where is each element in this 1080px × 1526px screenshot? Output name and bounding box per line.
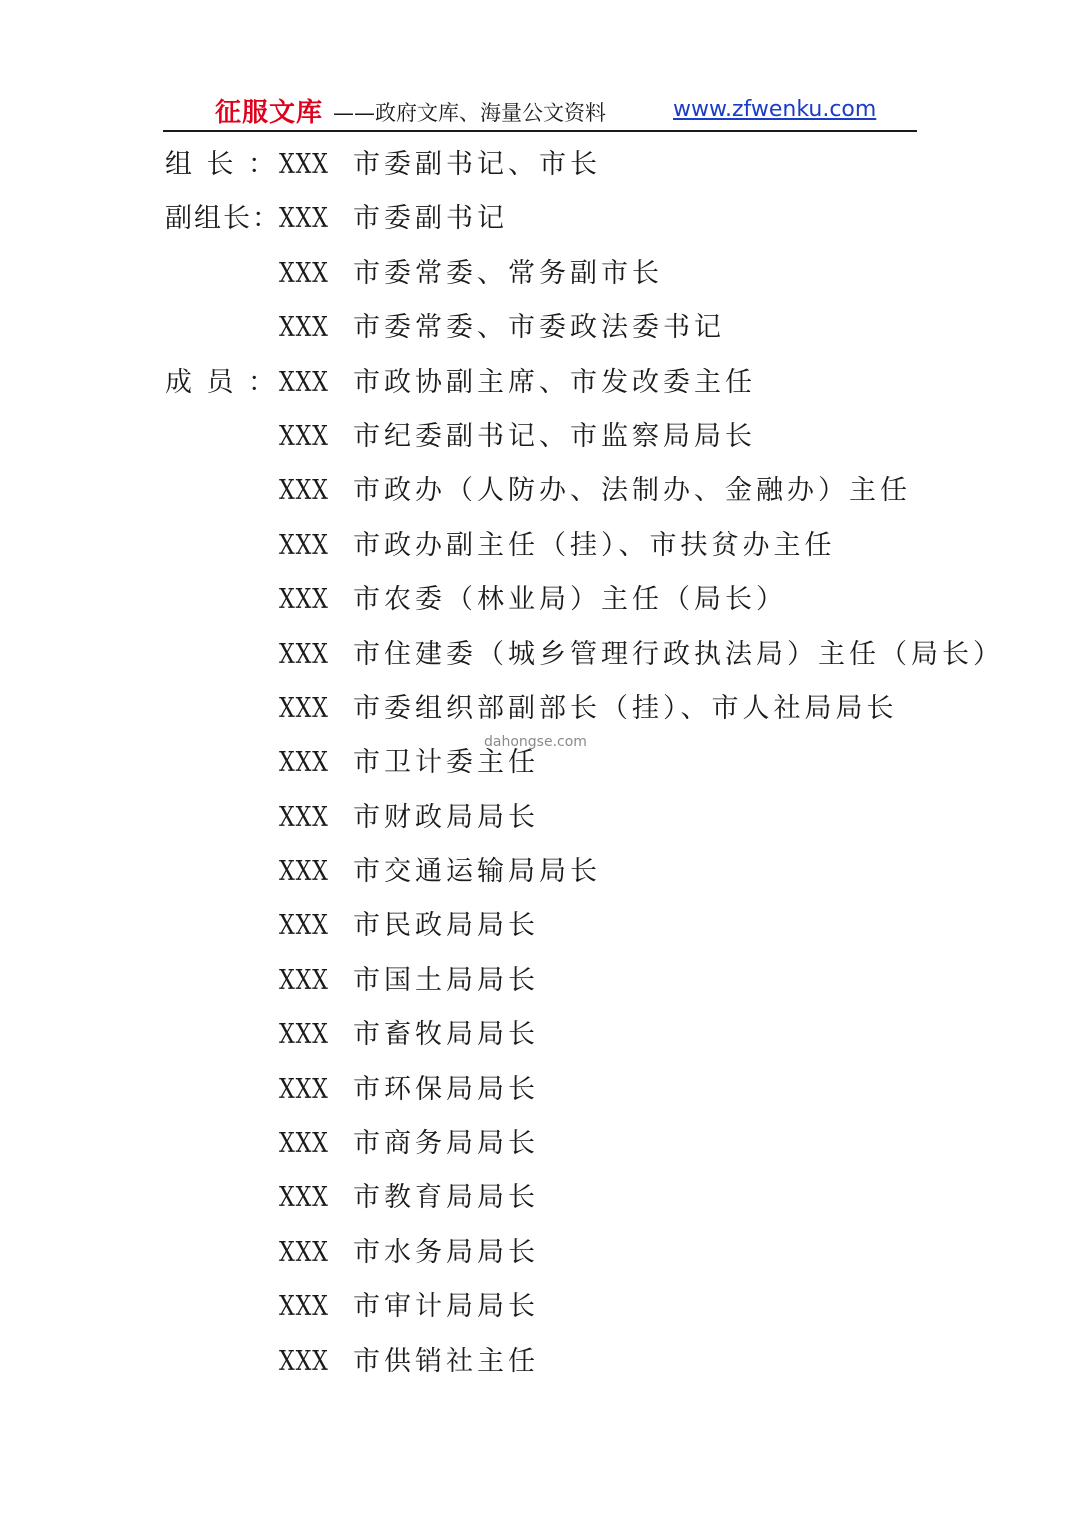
member-name: XXX [279,420,329,452]
member-name: XXX [279,1182,329,1214]
roster-row [165,1063,905,1117]
roster-row [165,628,1004,682]
roster-row [165,1280,905,1334]
header-tagline: ——政府文库、海量公文资料 [333,101,606,125]
role-label: 成 员 ： [165,366,277,398]
member-name: XXX [279,801,329,833]
member-name: XXX [279,366,329,398]
site-url-link[interactable]: www.zfwenku.com [673,97,877,122]
page-header [163,86,917,132]
roster-row [165,1171,905,1225]
roster-row [165,1008,905,1062]
roster-row [165,356,905,410]
member-title: 市委常委、常务副市长 [353,257,663,289]
roster-row [165,192,905,246]
member-title: 市委常委、市委政法委书记 [353,312,725,344]
roster-row [165,1226,905,1280]
member-name: XXX [279,964,329,996]
member-title: 市政办（人防办、法制办、金融办）主任 [353,475,911,507]
roster-row [165,410,905,464]
role-label: 副组长： [165,203,281,235]
member-title: 市环保局局长 [353,1073,539,1105]
roster-row [165,1335,905,1389]
member-title: 市畜牧局局长 [353,1019,539,1051]
member-roster [165,138,1004,1389]
member-name: XXX [279,1073,329,1105]
role-label: 组 长 ： [165,149,277,180]
roster-row [165,899,905,953]
member-name: XXX [279,475,329,507]
member-title: 市农委（林业局）主任（局长） [353,584,787,616]
roster-row [165,682,905,736]
member-name: XXX [279,747,329,779]
member-name: XXX [279,149,329,180]
member-name: XXX [279,856,329,888]
member-title: 市住建委（城乡管理行政执法局）主任（局长） [353,638,1004,670]
member-title: 市卫计委主任 [353,747,539,779]
member-title: 市教育局局长 [353,1182,539,1214]
member-name: XXX [279,1291,329,1323]
roster-row [165,247,905,301]
member-name: XXX [279,910,329,942]
member-title: 市委副书记 [353,203,508,235]
member-name: XXX [279,1019,329,1051]
member-title: 市审计局局长 [353,1291,539,1323]
member-title: 市水务局局长 [353,1236,539,1268]
watermark-text: dahongse.com [484,734,587,750]
member-title: 市政办副主任（挂）、市扶贫办主任 [353,529,836,561]
roster-row [165,791,905,845]
member-title: 市供销社主任 [353,1345,539,1377]
roster-row [165,519,905,573]
member-title: 市交通运输局局长 [353,856,601,888]
roster-row [165,464,911,518]
brand-logo-text: 征服文库 [215,98,324,128]
member-name: XXX [279,584,329,616]
member-title: 市纪委副书记、市监察局局长 [353,420,756,452]
member-title: 市委副书记、市长 [353,149,601,180]
roster-row [165,1117,905,1171]
roster-row [165,573,905,627]
member-title: 市政协副主席、市发改委主任 [353,366,756,398]
roster-row [165,845,905,899]
member-title: 市民政局局长 [353,910,539,942]
member-name: XXX [279,312,329,344]
member-name: XXX [279,1236,329,1268]
roster-row [165,138,905,192]
roster-row [165,954,905,1008]
member-name: XXX [279,692,329,724]
member-name: XXX [279,203,329,235]
member-name: XXX [279,1345,329,1377]
member-name: XXX [279,638,329,670]
member-name: XXX [279,1128,329,1160]
member-name: XXX [279,529,329,561]
member-title: 市委组织部副部长（挂）、市人社局局长 [353,692,898,724]
member-title: 市商务局局长 [353,1128,539,1160]
member-title: 市国土局局长 [353,964,539,996]
member-name: XXX [279,257,329,289]
roster-row [165,301,905,355]
member-title: 市财政局局长 [353,801,539,833]
